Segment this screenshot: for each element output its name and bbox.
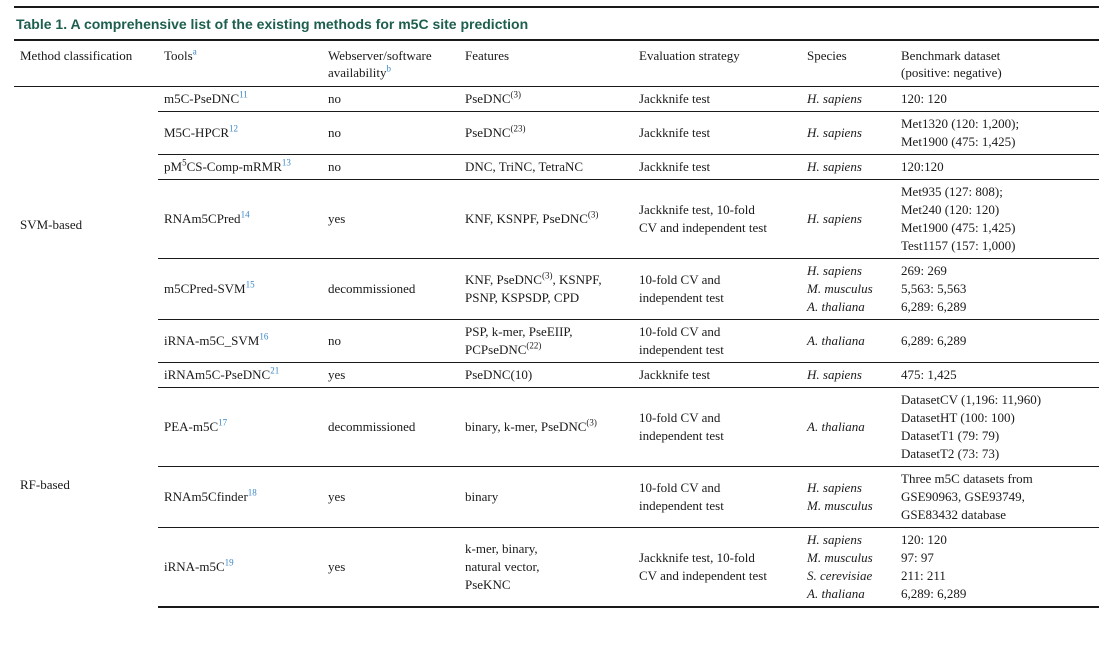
table-container xyxy=(14,6,1099,608)
features xyxy=(459,320,633,363)
benchmark-line: Met1900 (475: 1,425) xyxy=(901,134,1016,149)
table-row xyxy=(14,388,1099,467)
species-line: H. sapiens xyxy=(807,91,862,106)
evaluation-line: Jackknife test xyxy=(639,367,711,382)
features xyxy=(459,388,633,467)
species-line: A. thaliana xyxy=(807,586,865,601)
features xyxy=(459,259,633,320)
benchmark xyxy=(895,259,1099,320)
tool-ref: 12 xyxy=(229,123,239,134)
benchmark-line: 6,289: 6,289 xyxy=(901,586,967,601)
tool-label: M5C-HPCR xyxy=(164,125,230,140)
table-row xyxy=(14,528,1099,608)
feature-line xyxy=(465,289,629,307)
tool-name xyxy=(158,87,322,112)
feature-text: binary, k-mer, PseDNC xyxy=(465,419,587,434)
evaluation-line: Jackknife test xyxy=(639,91,711,106)
availability: yes xyxy=(322,180,459,259)
evaluation-line: CV and independent test xyxy=(639,220,767,235)
benchmark xyxy=(895,320,1099,363)
benchmark-line: 475: 1,425 xyxy=(901,367,957,382)
benchmark xyxy=(895,388,1099,467)
feature-line xyxy=(465,271,629,289)
table-body xyxy=(14,87,1099,608)
tool-label: PEA-m5C xyxy=(164,419,219,434)
tool-ref: 11 xyxy=(239,89,248,100)
benchmark-line: GSE83432 database xyxy=(901,507,1007,522)
feature-sup: (22) xyxy=(526,340,542,351)
header-classification: Method classification xyxy=(14,40,158,87)
tool-label: iRNA-m5C_SVM xyxy=(164,333,260,348)
feature-line xyxy=(465,540,629,558)
feature-text: PCPseDNC xyxy=(465,342,527,357)
feature-text: KNF, PseDNC xyxy=(465,272,542,287)
species-line: H. sapiens xyxy=(807,263,862,278)
tool-name xyxy=(158,528,322,608)
species-line: M. musculus xyxy=(807,498,873,513)
feature-text: PseDNC xyxy=(465,125,511,140)
feature-line xyxy=(465,323,629,341)
tool-ref: 15 xyxy=(245,279,255,290)
species xyxy=(801,363,895,388)
species xyxy=(801,155,895,180)
features xyxy=(459,155,633,180)
benchmark-line: Met1900 (475: 1,425) xyxy=(901,220,1016,235)
tool-label: iRNAm5C-PseDNC xyxy=(164,367,271,382)
evaluation xyxy=(633,180,801,259)
evaluation xyxy=(633,259,801,320)
species xyxy=(801,528,895,608)
features xyxy=(459,112,633,155)
header-features: Features xyxy=(459,40,633,87)
benchmark xyxy=(895,467,1099,528)
benchmark xyxy=(895,155,1099,180)
table-row xyxy=(14,467,1099,528)
benchmark-line: GSE90963, GSE93749, xyxy=(901,489,1025,504)
species-line: S. cerevisiae xyxy=(807,568,873,583)
tool-label-rest: CS-Comp-mRMR xyxy=(186,159,282,174)
features xyxy=(459,87,633,112)
feature-line xyxy=(465,366,629,384)
benchmark-line: Three m5C datasets from xyxy=(901,471,1033,486)
species xyxy=(801,467,895,528)
header-benchmark: Benchmark dataset (positive: negative) xyxy=(895,40,1099,87)
method-classification: SVM-based xyxy=(20,216,83,232)
feature-text: PseKNC xyxy=(465,577,511,592)
tool-label: m5C-PseDNC xyxy=(164,91,240,106)
benchmark-line: 269: 269 xyxy=(901,263,947,278)
tool-name xyxy=(158,363,322,388)
tool-ref: 19 xyxy=(224,557,234,568)
table-row xyxy=(14,363,1099,388)
benchmark-line: DatasetHT (100: 100) xyxy=(901,410,1015,425)
species-line: A. thaliana xyxy=(807,419,865,434)
tool-ref: 13 xyxy=(281,157,291,168)
tool-label: pM xyxy=(164,159,183,174)
benchmark xyxy=(895,87,1099,112)
benchmark-line: DatasetT1 (79: 79) xyxy=(901,428,1000,443)
species-line: H. sapiens xyxy=(807,532,862,547)
evaluation xyxy=(633,112,801,155)
feature-sup: (23) xyxy=(510,123,526,134)
feature-text: PSNP, KSPSDP, CPD xyxy=(465,290,580,305)
feature-text: , KSNPF, xyxy=(552,272,602,287)
species-line: H. sapiens xyxy=(807,159,862,174)
feature-text: PseDNC xyxy=(465,91,511,106)
benchmark-line: 120:120 xyxy=(901,159,944,174)
table-row xyxy=(14,87,1099,112)
benchmark xyxy=(895,112,1099,155)
table-row xyxy=(14,259,1099,320)
feature-text: PSP, k-mer, PseEIIP, xyxy=(465,324,573,339)
header-species: Species xyxy=(801,40,895,87)
table-row xyxy=(14,320,1099,363)
benchmark-line: Met240 (120: 120) xyxy=(901,202,1000,217)
evaluation xyxy=(633,363,801,388)
feature-line xyxy=(465,576,629,594)
availability: no xyxy=(322,112,459,155)
benchmark xyxy=(895,180,1099,259)
feature-sup: (3) xyxy=(541,270,553,281)
benchmark xyxy=(895,528,1099,608)
evaluation xyxy=(633,155,801,180)
tool-label: RNAm5Cfinder xyxy=(164,489,248,504)
species-line: M. musculus xyxy=(807,550,873,565)
header-webserver: Webserver/software availability$^b$ xyxy=(322,40,459,87)
tool-ref: 14 xyxy=(240,209,250,220)
species-line: H. sapiens xyxy=(807,367,862,382)
tool-label: RNAm5CPred xyxy=(164,211,241,226)
evaluation-line: 10-fold CV and xyxy=(639,272,721,287)
species xyxy=(801,87,895,112)
evaluation-line: independent test xyxy=(639,498,724,513)
species-line: A. thaliana xyxy=(807,299,865,314)
method-classification: RF-based xyxy=(20,476,70,492)
feature-line xyxy=(465,210,629,228)
benchmark-line: 5,563: 5,563 xyxy=(901,281,967,296)
benchmark-line: 6,289: 6,289 xyxy=(901,333,967,348)
tool-name xyxy=(158,112,322,155)
availability: no xyxy=(322,320,459,363)
evaluation-line: CV and independent test xyxy=(639,568,767,583)
features xyxy=(459,528,633,608)
features xyxy=(459,363,633,388)
evaluation-line: 10-fold CV and xyxy=(639,480,721,495)
species xyxy=(801,320,895,363)
availability: yes xyxy=(322,528,459,608)
tool-ref: 16 xyxy=(259,331,269,342)
benchmark-line: 211: 211 xyxy=(901,568,946,583)
benchmark-line: DatasetT2 (73: 73) xyxy=(901,446,1000,461)
header-tools-sup: a xyxy=(192,46,197,57)
tool-name xyxy=(158,320,322,363)
species-line: A. thaliana xyxy=(807,333,865,348)
header-evaluation: Evaluation strategy xyxy=(633,40,801,87)
table-row xyxy=(14,155,1099,180)
benchmark-line: Met1320 (120: 1,200); xyxy=(901,116,1020,131)
evaluation-line: Jackknife test xyxy=(639,125,711,140)
tool-name xyxy=(158,259,322,320)
feature-line xyxy=(465,488,629,506)
tool-label: m5CPred-SVM xyxy=(164,281,246,296)
feature-line xyxy=(465,558,629,576)
tool-name xyxy=(158,467,322,528)
feature-line xyxy=(465,124,629,142)
species xyxy=(801,180,895,259)
evaluation-line: independent test xyxy=(639,290,724,305)
availability: decommissioned xyxy=(322,388,459,467)
benchmark-line: Met935 (127: 808); xyxy=(901,184,1003,199)
feature-text: KNF, KSNPF, PseDNC xyxy=(465,211,588,226)
benchmark-line: DatasetCV (1,196: 11,960) xyxy=(901,392,1042,407)
features xyxy=(459,467,633,528)
benchmark-line: Test1157 (157: 1,000) xyxy=(901,238,1016,253)
tool-name xyxy=(158,180,322,259)
feature-text: natural vector, xyxy=(465,559,540,574)
evaluation-line: Jackknife test, 10-fold xyxy=(639,550,755,565)
tool-ref: 18 xyxy=(247,487,257,498)
feature-sup: (3) xyxy=(587,209,599,220)
benchmark-line: 6,289: 6,289 xyxy=(901,299,967,314)
tool-ref: 21 xyxy=(270,365,280,376)
header-webserver-sup: b xyxy=(386,63,391,74)
availability: decommissioned xyxy=(322,259,459,320)
feature-line xyxy=(465,90,629,108)
evaluation-line: independent test xyxy=(639,342,724,357)
availability: yes xyxy=(322,467,459,528)
tool-name xyxy=(158,155,322,180)
evaluation-line: 10-fold CV and xyxy=(639,324,721,339)
table-row xyxy=(14,112,1099,155)
feature-line xyxy=(465,158,629,176)
evaluation xyxy=(633,467,801,528)
tool-sup: 5 xyxy=(182,157,187,168)
features xyxy=(459,180,633,259)
species-line: H. sapiens xyxy=(807,211,862,226)
availability: no xyxy=(322,155,459,180)
availability: no xyxy=(322,87,459,112)
benchmark-line: 120: 120 xyxy=(901,91,947,106)
evaluation-line: Jackknife test, 10-fold xyxy=(639,202,755,217)
evaluation xyxy=(633,87,801,112)
feature-text: DNC, TriNC, TetraNC xyxy=(465,159,584,174)
tool-ref: 17 xyxy=(218,417,228,428)
methods-table xyxy=(14,39,1099,608)
feature-sup: (3) xyxy=(510,89,522,100)
evaluation xyxy=(633,388,801,467)
species-line: H. sapiens xyxy=(807,125,862,140)
availability: yes xyxy=(322,363,459,388)
evaluation xyxy=(633,528,801,608)
species xyxy=(801,112,895,155)
header-row xyxy=(14,40,1099,87)
feature-text: binary xyxy=(465,489,499,504)
feature-sup: (3) xyxy=(586,417,597,428)
benchmark-line: 97: 97 xyxy=(901,550,934,565)
species xyxy=(801,388,895,467)
benchmark xyxy=(895,363,1099,388)
species xyxy=(801,259,895,320)
feature-line xyxy=(465,341,629,359)
header-tools: Tools$^a$ xyxy=(158,40,322,87)
feature-text: PseDNC(10) xyxy=(465,367,533,382)
feature-text: k-mer, binary, xyxy=(465,541,538,556)
evaluation-line: independent test xyxy=(639,428,724,443)
tool-name xyxy=(158,388,322,467)
evaluation-line: 10-fold CV and xyxy=(639,410,721,425)
table-row xyxy=(14,180,1099,259)
feature-line xyxy=(465,418,629,436)
species-line: H. sapiens xyxy=(807,480,862,495)
species-line: M. musculus xyxy=(807,281,873,296)
tool-label: iRNA-m5C xyxy=(164,559,225,574)
benchmark-line: 120: 120 xyxy=(901,532,947,547)
evaluation-line: Jackknife test xyxy=(639,159,711,174)
evaluation xyxy=(633,320,801,363)
table-caption: Table 1. A comprehensive list of the existing methods for m5C site prediction xyxy=(16,16,529,32)
